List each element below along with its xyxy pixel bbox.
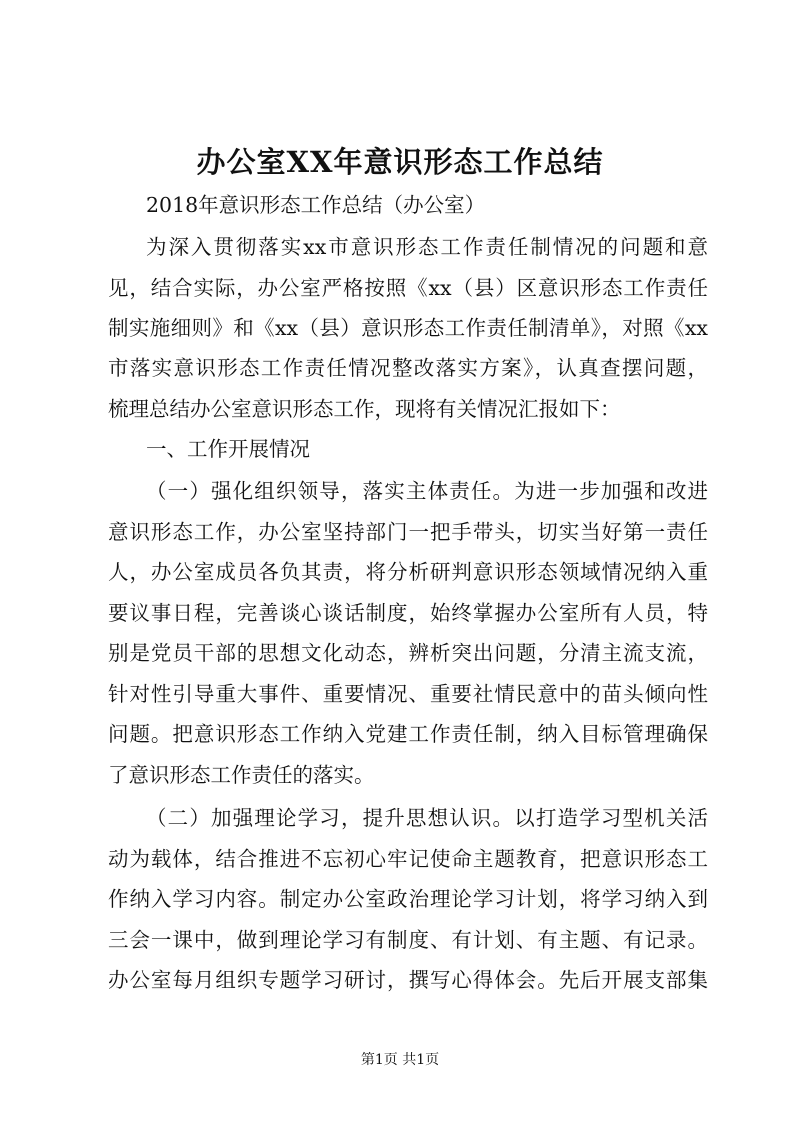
body-line: 市落实意识形态工作责任情况整改落实方案》，认真查摆问题， (108, 356, 708, 380)
section-heading: 一、工作开展情况 (146, 437, 310, 461)
body-line: 办公室每月组织专题学习研讨，撰写心得体会。先后开展支部集 (108, 968, 708, 992)
body-line: 别是党员干部的思想文化动态，辨析突出问题，分清主流支流， (108, 641, 708, 665)
page-footer: 第1页 共1页 (360, 1052, 440, 1068)
body-line: 梳理总结办公室意识形态工作，现将有关情况汇报如下： (108, 397, 621, 421)
body-line: 意识形态工作，办公室坚持部门一把手带头，切实当好第一责任 (108, 520, 708, 544)
subtitle-line: 2018年意识形态工作总结（办公室） (146, 193, 486, 217)
document-title: 办公室XX年意识形态工作总结 (196, 145, 604, 179)
body-line: 见，结合实际，办公室严格按照《xx（县）区意识形态工作责任 (108, 276, 708, 300)
body-line: 为深入贯彻落实xx市意识形态工作责任制情况的问题和意 (146, 235, 708, 259)
body-line: 三会一课中，做到理论学习有制度、有计划、有主题、有记录。 (108, 928, 708, 952)
body-line: （二）加强理论学习，提升思想认识。以打造学习型机关活 (146, 806, 708, 830)
body-line: 制实施细则》和《xx（县）意识形态工作责任制清单》，对照《xx (108, 316, 708, 340)
body-line: 要议事日程，完善谈心谈话制度，始终掌握办公室所有人员，特 (108, 601, 708, 625)
body-line: 动为载体，结合推进不忘初心牢记使命主题教育，把意识形态工 (108, 847, 708, 871)
body-line: 人，办公室成员各负其责，将分析研判意识形态领域情况纳入重 (108, 560, 708, 584)
body-line: 了意识形态工作责任的落实。 (108, 763, 375, 787)
body-line: 针对性引导重大事件、重要情况、重要社情民意中的苗头倾向性 (108, 682, 708, 706)
body-line: （一）强化组织领导，落实主体责任。为进一步加强和改进 (146, 479, 708, 503)
body-line: 作纳入学习内容。制定办公室政治理论学习计划，将学习纳入到 (108, 887, 708, 911)
body-line: 问题。把意识形态工作纳入党建工作责任制，纳入目标管理确保 (108, 722, 708, 746)
